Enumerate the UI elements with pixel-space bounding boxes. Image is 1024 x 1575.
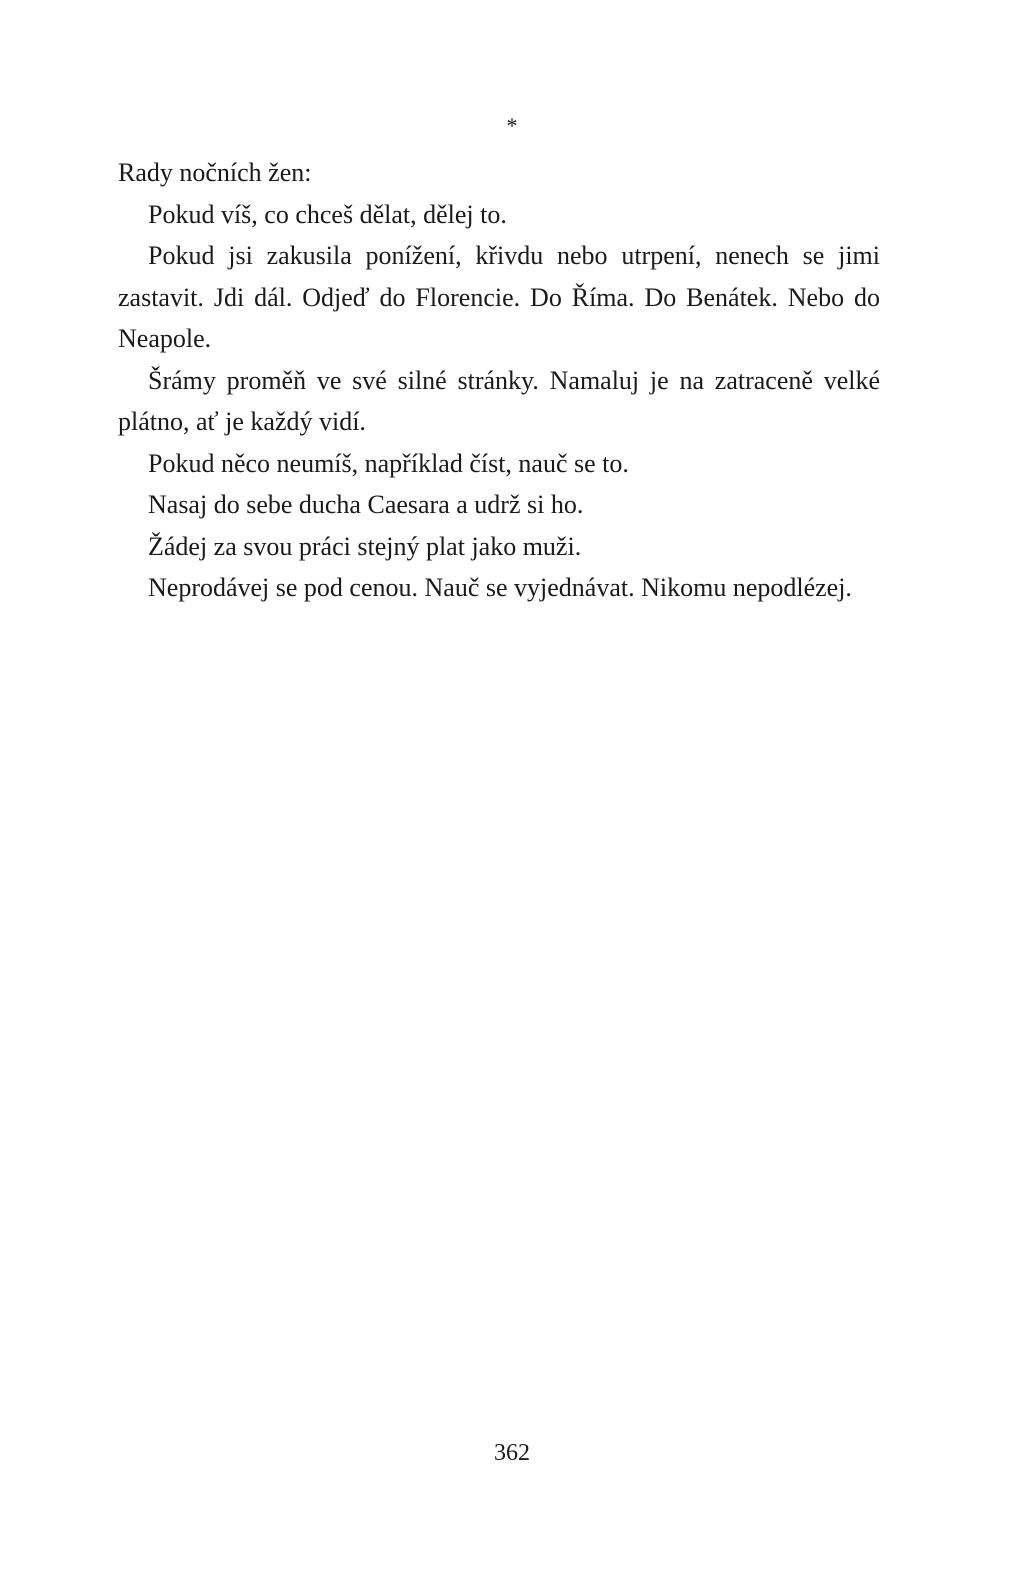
paragraph-heading: Rady nočních žen: xyxy=(118,158,312,187)
paragraph: Žádej za svou práci stejný plat jako muži. xyxy=(148,531,582,561)
paragraph: Pokud něco neumíš, například číst, nauč se to. xyxy=(148,448,629,478)
paragraph: Pokud víš, co chceš dělat, dělej to. xyxy=(148,199,507,229)
paragraph: Neprodávej se pod cenou. Nauč se vyjednávat. Nikomu nepodlézej. xyxy=(148,573,852,602)
section-separator: * xyxy=(506,113,518,138)
paragraph: Nasaj do sebe ducha Caesara a udrž si ho. xyxy=(148,490,584,519)
paragraph: Šrámy proměň ve své silné stránky. Namaluj je na zatraceně velké plátno, ať je každý vidí. xyxy=(118,365,880,436)
body-text xyxy=(118,152,880,609)
page-number: 362 xyxy=(494,1440,530,1466)
paragraph: Pokud jsi zakusila ponížení, křivdu nebo utrpení, nenech se jimi zastavit. Jdi dál. Odjeď do Florencie. Do Říma. Do Benátek. Nebo do Neapole. xyxy=(118,241,880,353)
